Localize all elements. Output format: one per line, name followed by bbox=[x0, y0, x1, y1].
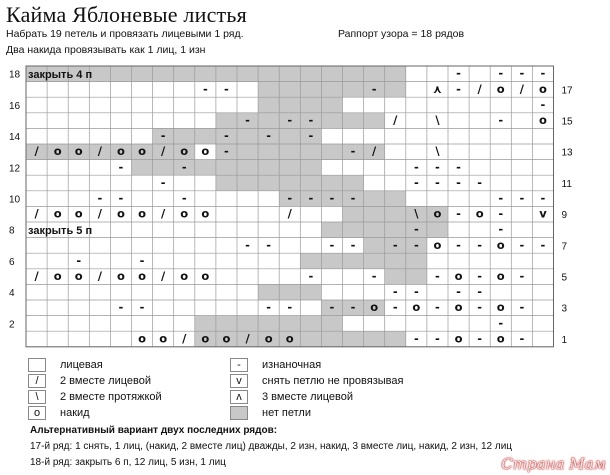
legend-swatch-purl: - bbox=[230, 358, 248, 372]
no-stitch-cell bbox=[195, 128, 216, 144]
watermark-logo: Страна Мам bbox=[501, 455, 606, 473]
no-stitch-cell bbox=[216, 160, 237, 176]
stitch-symbol: o bbox=[138, 206, 147, 221]
stitch-symbol: / bbox=[245, 331, 250, 346]
row-label-left: 18 bbox=[9, 69, 21, 81]
stitch-symbol: o bbox=[496, 81, 505, 96]
stitch-symbol: - bbox=[435, 175, 440, 190]
no-stitch-cell bbox=[237, 316, 258, 332]
stitch-symbol: - bbox=[540, 66, 546, 81]
legend-label-k2tog: 2 вместе лицевой bbox=[60, 375, 152, 387]
stitch-symbol: / bbox=[161, 206, 166, 221]
stitch-symbol: - bbox=[97, 191, 103, 206]
stitch-symbol: o bbox=[116, 144, 125, 159]
no-stitch-cell bbox=[153, 160, 174, 176]
row-label-right: 7 bbox=[561, 241, 568, 253]
no-stitch-cell bbox=[321, 113, 342, 129]
legend-label-knit: лицевая bbox=[60, 359, 103, 371]
row-label-left: 14 bbox=[9, 132, 21, 144]
stitch-symbol: o bbox=[454, 269, 463, 284]
no-stitch-cell bbox=[258, 284, 279, 300]
row-label-left: 4 bbox=[9, 288, 15, 300]
no-stitch-cell bbox=[343, 331, 364, 347]
stitch-symbol: - bbox=[498, 206, 504, 221]
stitch-symbol: - bbox=[498, 222, 504, 237]
legend-swatch-knit bbox=[28, 358, 46, 372]
stitch-symbol: - bbox=[456, 284, 461, 299]
stitch-symbol: / bbox=[477, 81, 482, 96]
stitch-symbol: - bbox=[371, 269, 377, 284]
no-stitch-cell bbox=[300, 144, 321, 160]
no-stitch-cell bbox=[364, 66, 385, 82]
stitch-symbol: \ bbox=[435, 113, 440, 128]
stitch-symbol: - bbox=[308, 128, 314, 143]
stitch-symbol: o bbox=[159, 331, 168, 346]
stitch-symbol: - bbox=[308, 269, 314, 284]
row-label-left: 16 bbox=[9, 100, 21, 112]
stitch-symbol: / bbox=[34, 206, 39, 221]
legend-label-slip: снять петлю не провязывая bbox=[262, 375, 404, 387]
stitch-symbol: o bbox=[496, 237, 505, 252]
stitch-symbol: - bbox=[413, 222, 419, 237]
stitch-symbol: - bbox=[477, 237, 483, 252]
stitch-symbol: \ bbox=[435, 144, 440, 159]
stitch-symbol: - bbox=[224, 128, 229, 143]
stitch-symbol: - bbox=[456, 237, 461, 252]
row-label-left: 12 bbox=[9, 163, 21, 175]
no-stitch-cell bbox=[279, 66, 300, 82]
no-stitch-cell bbox=[237, 160, 258, 176]
stitch-symbol: - bbox=[245, 113, 250, 128]
stitch-symbol: o bbox=[538, 113, 547, 128]
stitch-symbol: - bbox=[350, 144, 356, 159]
stitch-symbol: - bbox=[540, 191, 546, 206]
stitch-symbol: - bbox=[456, 66, 461, 81]
stitch-symbol: - bbox=[308, 191, 314, 206]
row-label-left: 10 bbox=[9, 194, 21, 206]
stitch-symbol: o bbox=[53, 144, 62, 159]
stitch-symbol: o bbox=[74, 206, 83, 221]
stitch-symbol: / bbox=[97, 206, 102, 221]
no-stitch-cell bbox=[237, 128, 258, 144]
no-stitch-cell bbox=[195, 160, 216, 176]
stitch-symbol: o bbox=[201, 144, 210, 159]
stitch-symbol: o bbox=[180, 206, 189, 221]
alternative-row-17: 17-й ряд: 1 снять, 1 лиц, (накид, 2 вместе лиц) дважды, 2 изн, накид, 3 вместе лиц, накид, 2 изн, 12 лиц bbox=[30, 441, 513, 452]
no-stitch-cell bbox=[300, 82, 321, 98]
stitch-symbol: o bbox=[53, 206, 62, 221]
stitch-symbol: / bbox=[161, 144, 166, 159]
stitch-symbol: - bbox=[287, 113, 293, 128]
no-stitch-cell bbox=[195, 66, 216, 82]
stitch-symbol: - bbox=[477, 331, 483, 346]
stitch-symbol: - bbox=[118, 300, 124, 315]
stitch-symbol: o bbox=[138, 331, 147, 346]
stitch-symbol: / bbox=[97, 269, 102, 284]
stitch-symbol: o bbox=[538, 81, 547, 96]
stitch-symbol: - bbox=[287, 191, 293, 206]
no-stitch-cell bbox=[279, 82, 300, 98]
row-label-right: 15 bbox=[561, 116, 573, 128]
legend-swatch-k3tog: ʌ bbox=[230, 390, 248, 404]
stitch-symbol: - bbox=[287, 300, 293, 315]
legend-label-ssk: 2 вместе протяжкой bbox=[60, 391, 162, 403]
stitch-symbol: - bbox=[413, 284, 419, 299]
stitch-symbol: - bbox=[413, 159, 419, 174]
stitch-symbol: - bbox=[519, 300, 525, 315]
no-stitch-cell bbox=[385, 66, 406, 82]
stitch-symbol: o bbox=[53, 269, 62, 284]
legend-swatch-k2tog: / bbox=[28, 374, 46, 388]
stitch-symbol: o bbox=[201, 269, 210, 284]
row-label-right: 3 bbox=[561, 303, 568, 315]
stitch-symbol: v bbox=[539, 206, 547, 221]
stitch-symbol: o bbox=[222, 331, 231, 346]
stitch-symbol: - bbox=[498, 315, 504, 330]
no-stitch-cell bbox=[132, 160, 153, 176]
no-stitch-cell bbox=[300, 253, 321, 269]
no-stitch-cell bbox=[174, 66, 195, 82]
legend-swatch-slip: v bbox=[230, 374, 248, 388]
no-stitch-cell bbox=[216, 113, 237, 129]
stitch-symbol: - bbox=[519, 191, 525, 206]
no-stitch-cell bbox=[343, 175, 364, 191]
stitch-symbol: / bbox=[287, 206, 292, 221]
page-title: Кайма Яблоневые листья bbox=[6, 2, 247, 27]
legend-swatch-yarnover: o bbox=[28, 406, 46, 420]
no-stitch-cell bbox=[258, 160, 279, 176]
stitch-symbol: - bbox=[224, 81, 229, 96]
stitch-symbol: o bbox=[264, 331, 273, 346]
no-stitch-cell bbox=[385, 206, 406, 222]
no-stitch-cell bbox=[174, 128, 195, 144]
stitch-symbol: - bbox=[456, 206, 461, 221]
stitch-symbol: / bbox=[182, 331, 187, 346]
stitch-symbol: - bbox=[181, 159, 187, 174]
no-stitch-cell bbox=[279, 97, 300, 113]
stitch-symbol: - bbox=[435, 300, 440, 315]
no-stitch-cell bbox=[343, 82, 364, 98]
stitch-symbol: ⋏ bbox=[432, 81, 443, 96]
no-stitch-cell bbox=[321, 253, 342, 269]
stitch-symbol: o bbox=[496, 331, 505, 346]
stitch-symbol: o bbox=[433, 237, 442, 252]
alternative-row-18: 18-й ряд: закрыть 6 п, 12 лиц, 5 изн, 1 лиц bbox=[30, 457, 226, 468]
stitch-symbol: - bbox=[519, 331, 525, 346]
no-stitch-cell bbox=[385, 191, 406, 207]
stitch-symbol: - bbox=[456, 175, 461, 190]
no-stitch-cell bbox=[321, 175, 342, 191]
no-stitch-cell bbox=[364, 331, 385, 347]
legend-label-purl: изнаночная bbox=[262, 359, 322, 371]
stitch-symbol: - bbox=[435, 269, 440, 284]
stitch-symbol: - bbox=[519, 269, 525, 284]
no-stitch-cell bbox=[343, 206, 364, 222]
row-label-right: 9 bbox=[561, 210, 568, 222]
stitch-symbol: - bbox=[245, 237, 250, 252]
no-stitch-cell bbox=[385, 269, 406, 285]
no-stitch-cell bbox=[321, 144, 342, 160]
stitch-symbol: / bbox=[393, 113, 398, 128]
no-stitch-cell bbox=[279, 316, 300, 332]
bind-off-label: закрыть 4 п bbox=[28, 69, 93, 82]
stitch-symbol: - bbox=[350, 300, 356, 315]
no-stitch-cell bbox=[406, 253, 427, 269]
no-stitch-cell bbox=[279, 128, 300, 144]
no-stitch-cell bbox=[300, 175, 321, 191]
stitch-symbol: o bbox=[454, 331, 463, 346]
stitch-symbol: - bbox=[266, 237, 272, 252]
no-stitch-cell bbox=[279, 160, 300, 176]
no-stitch-cell bbox=[89, 66, 110, 82]
no-stitch-cell bbox=[321, 316, 342, 332]
alternative-title: Альтернативный вариант двух последних рядов: bbox=[30, 425, 278, 436]
stitch-symbol: - bbox=[498, 113, 504, 128]
no-stitch-cell bbox=[258, 82, 279, 98]
no-stitch-cell bbox=[258, 175, 279, 191]
stitch-symbol: \ bbox=[414, 206, 419, 221]
stitch-symbol: - bbox=[329, 300, 335, 315]
no-stitch-cell bbox=[385, 222, 406, 238]
stitch-symbol: o bbox=[412, 300, 421, 315]
no-stitch-cell bbox=[343, 66, 364, 82]
no-stitch-cell bbox=[364, 206, 385, 222]
stitch-symbol: - bbox=[118, 159, 124, 174]
stitch-symbol: o bbox=[138, 144, 147, 159]
no-stitch-cell bbox=[216, 66, 237, 82]
stitch-symbol: - bbox=[160, 175, 166, 190]
no-stitch-cell bbox=[279, 284, 300, 300]
stitch-symbol: o bbox=[433, 206, 442, 221]
no-stitch-cell bbox=[258, 66, 279, 82]
stitch-symbol: - bbox=[160, 128, 166, 143]
no-stitch-cell bbox=[364, 191, 385, 207]
no-stitch-cell bbox=[258, 97, 279, 113]
stitch-symbol: - bbox=[498, 66, 504, 81]
legend-label-k3tog: 3 вместе лицевой bbox=[262, 391, 354, 403]
no-stitch-cell bbox=[300, 331, 321, 347]
no-stitch-cell bbox=[237, 175, 258, 191]
no-stitch-cell bbox=[216, 316, 237, 332]
stitch-symbol: / bbox=[519, 81, 524, 96]
no-stitch-cell bbox=[321, 82, 342, 98]
stitch-symbol: - bbox=[266, 128, 272, 143]
no-stitch-cell bbox=[385, 331, 406, 347]
no-stitch-cell bbox=[110, 66, 131, 82]
stitch-symbol: o bbox=[116, 206, 125, 221]
no-stitch-cell bbox=[321, 331, 342, 347]
stitch-symbol: - bbox=[519, 237, 525, 252]
no-stitch-cell bbox=[385, 253, 406, 269]
stitch-symbol: / bbox=[161, 269, 166, 284]
no-stitch-cell bbox=[279, 175, 300, 191]
no-stitch-cell bbox=[321, 97, 342, 113]
stitch-symbol: - bbox=[413, 175, 419, 190]
row-label-right: 1 bbox=[561, 334, 568, 346]
stitch-symbol: - bbox=[477, 300, 483, 315]
stitch-symbol: o bbox=[475, 206, 484, 221]
legend-swatch-ssk: \ bbox=[28, 390, 46, 404]
stitch-symbol: - bbox=[519, 66, 525, 81]
stitch-symbol: o bbox=[496, 269, 505, 284]
stitch-symbol: o bbox=[285, 331, 294, 346]
legend-label-yarnover: накид bbox=[60, 407, 90, 419]
no-stitch-cell bbox=[300, 284, 321, 300]
instruction-double-yarnover: Два накида провязывать как 1 лиц, 1 изн bbox=[6, 44, 206, 56]
no-stitch-cell bbox=[364, 238, 385, 254]
stitch-symbol: - bbox=[371, 81, 377, 96]
stitch-symbol: o bbox=[201, 206, 210, 221]
stitch-symbol: - bbox=[308, 113, 314, 128]
no-stitch-cell bbox=[343, 222, 364, 238]
stitch-symbol: o bbox=[370, 300, 379, 315]
no-stitch-cell bbox=[300, 66, 321, 82]
no-stitch-cell bbox=[258, 316, 279, 332]
row-label-left: 2 bbox=[9, 319, 15, 331]
stitch-symbol: o bbox=[74, 144, 83, 159]
no-stitch-cell bbox=[258, 144, 279, 160]
stitch-symbol: - bbox=[139, 300, 145, 315]
stitch-symbol: o bbox=[496, 300, 505, 315]
stitch-symbol: o bbox=[201, 331, 210, 346]
stitch-symbol: / bbox=[34, 269, 39, 284]
stitch-symbol: - bbox=[413, 331, 419, 346]
stitch-symbol: - bbox=[392, 300, 398, 315]
legend-swatch-no-stitch bbox=[230, 406, 248, 420]
instruction-cast-on: Набрать 19 петель и провязать лицевыми 1 ряд. bbox=[6, 28, 244, 40]
no-stitch-cell bbox=[364, 222, 385, 238]
no-stitch-cell bbox=[406, 269, 427, 285]
row-label-right: 13 bbox=[561, 147, 573, 159]
stitch-symbol: - bbox=[413, 237, 419, 252]
stitch-symbol: - bbox=[329, 191, 335, 206]
row-label-right: 17 bbox=[561, 85, 573, 97]
stitch-symbol: - bbox=[350, 237, 356, 252]
pattern-repeat-note: Раппорт узора = 18 рядов bbox=[338, 28, 465, 40]
no-stitch-cell bbox=[343, 113, 364, 129]
row-label-left: 8 bbox=[9, 225, 15, 237]
stitch-symbol: - bbox=[392, 284, 398, 299]
stitch-symbol: / bbox=[97, 144, 102, 159]
bind-off-label: закрыть 5 п bbox=[28, 225, 93, 238]
no-stitch-cell bbox=[321, 66, 342, 82]
stitch-symbol: - bbox=[477, 175, 483, 190]
row-label-right: 5 bbox=[561, 272, 568, 284]
no-stitch-cell bbox=[321, 222, 342, 238]
stitch-symbol: - bbox=[224, 144, 229, 159]
legend-label-no-stitch: нет петли bbox=[262, 407, 311, 419]
stitch-symbol: - bbox=[392, 237, 398, 252]
stitch-symbol: - bbox=[456, 159, 461, 174]
stitch-symbol: o bbox=[180, 144, 189, 159]
stitch-symbol: o bbox=[138, 269, 147, 284]
stitch-symbol: - bbox=[456, 81, 461, 96]
no-stitch-cell bbox=[364, 253, 385, 269]
no-stitch-cell bbox=[216, 175, 237, 191]
no-stitch-cell bbox=[153, 66, 174, 82]
stitch-symbol: o bbox=[180, 269, 189, 284]
no-stitch-cell bbox=[258, 113, 279, 129]
no-stitch-cell bbox=[300, 97, 321, 113]
no-stitch-cell bbox=[385, 82, 406, 98]
stitch-symbol: - bbox=[202, 81, 208, 96]
no-stitch-cell bbox=[300, 160, 321, 176]
stitch-symbol: - bbox=[540, 237, 546, 252]
no-stitch-cell bbox=[279, 144, 300, 160]
stitch-symbol: - bbox=[498, 191, 504, 206]
stitch-symbol: - bbox=[477, 284, 483, 299]
stitch-symbol: o bbox=[116, 269, 125, 284]
stitch-symbol: - bbox=[435, 159, 440, 174]
stitch-symbol: - bbox=[139, 253, 145, 268]
stitch-symbol: / bbox=[372, 144, 377, 159]
no-stitch-cell bbox=[427, 222, 448, 238]
no-stitch-cell bbox=[132, 66, 153, 82]
no-stitch-cell bbox=[364, 113, 385, 129]
stitch-symbol: - bbox=[266, 300, 272, 315]
stitch-symbol: - bbox=[435, 331, 440, 346]
stitch-symbol: - bbox=[329, 237, 335, 252]
stitch-symbol: / bbox=[34, 144, 39, 159]
row-label-left: 6 bbox=[9, 256, 15, 268]
stitch-symbol: o bbox=[74, 269, 83, 284]
no-stitch-cell bbox=[300, 316, 321, 332]
row-label-right: 11 bbox=[561, 178, 572, 190]
stitch-symbol: - bbox=[540, 97, 546, 112]
stitch-symbol: - bbox=[118, 191, 124, 206]
no-stitch-cell bbox=[237, 144, 258, 160]
no-stitch-cell bbox=[343, 253, 364, 269]
stitch-symbol: - bbox=[76, 253, 82, 268]
no-stitch-cell bbox=[237, 66, 258, 82]
stitch-symbol: o bbox=[454, 300, 463, 315]
stitch-symbol: - bbox=[350, 191, 356, 206]
no-stitch-cell bbox=[195, 316, 216, 332]
stitch-symbol: - bbox=[181, 191, 187, 206]
stitch-symbol: - bbox=[477, 269, 483, 284]
